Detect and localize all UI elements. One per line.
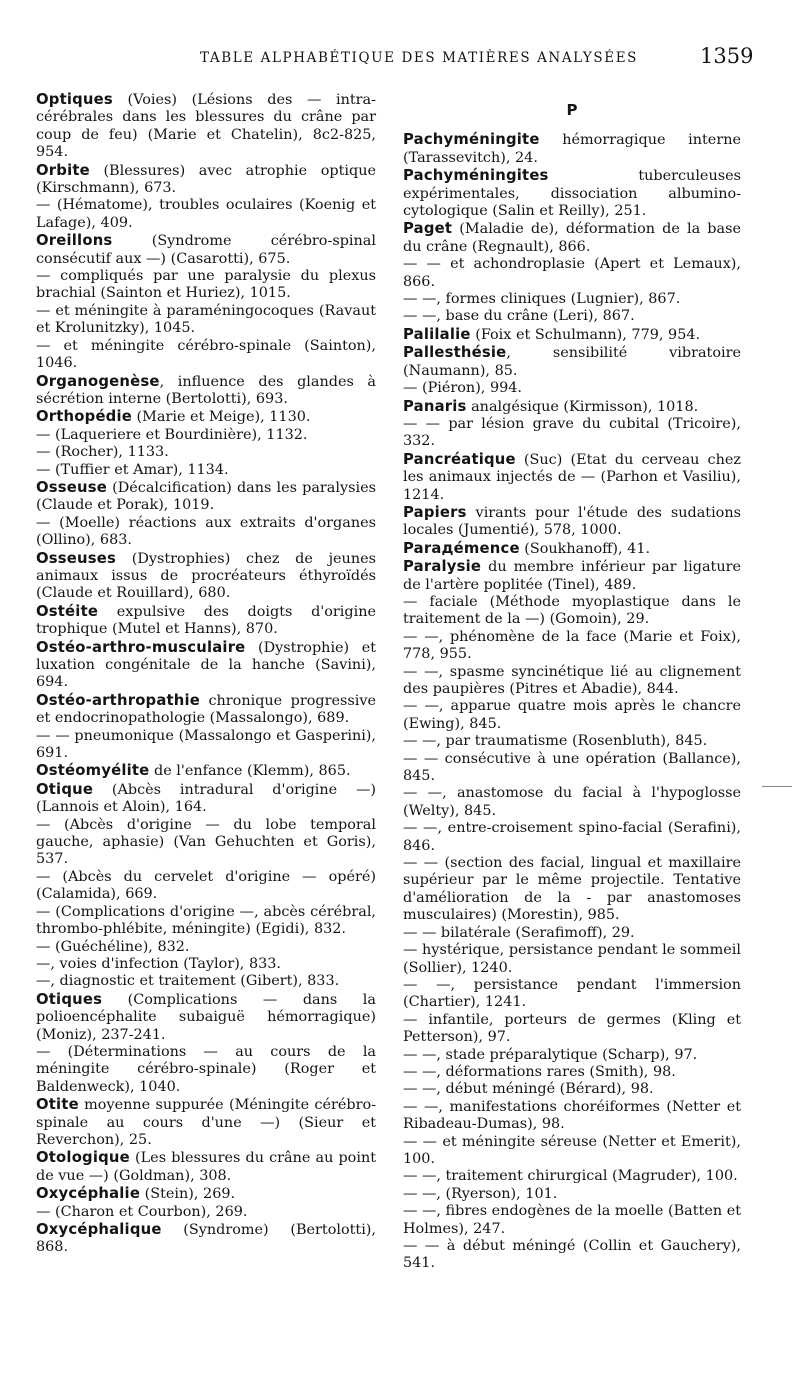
entry-text: — — et méningite séreuse (Netter et Emerit), 100. [403,1133,741,1167]
entry-text: — —, traitement chirurgical (Magruder), 100. [403,1168,738,1185]
section-letter: P [566,101,578,119]
index-entry [36,869,376,904]
entry-text: — —, stade préparalytique (Scharp), 97. [403,1046,698,1063]
margin-mark [762,786,792,787]
entry-headword: Paget [403,220,453,238]
index-entry [36,338,376,373]
index-entry [36,904,376,939]
entry-headword: Pachyméningites [403,167,549,185]
entry-text: — — et achondroplasie (Apert et Lemaux), 866. [403,256,741,290]
entry-text: du membre inférieur par ligature de l'artère poplitée (Tinel), 489. [403,559,741,593]
entry-text: — —, spasme syncinétique lié au clignement des paupières (Pitres et Abadie), 844. [403,663,741,697]
index-entry [403,664,741,699]
entry-text: de l'enfance (Klemm), 865. [149,763,351,780]
index-entry [403,256,741,291]
entry-text: — —, début méningé (Bérard), 98. [403,1081,654,1098]
index-entry [36,462,376,479]
index-entry [403,416,741,451]
entry-text: — (Abcès d'origine — du lobe temporal gauche, aphasie) (Van Gehuchten et Goris), 537. [36,816,376,868]
index-entry [403,594,741,629]
entry-text: — —, persistance pendant l'immersion (Chartier), 1241. [403,976,741,1011]
entry-text: (Suc) (Etat du cerveau chez les animaux injectés de — (Parhon et Vasiliu), 1214. [403,451,741,503]
entry-text: — infantile, porteurs de germes (Kling et Petterson), 97. [403,1011,741,1046]
entry-text: — —, fibres endogènes de la moelle (Batten et Holmes), 247. [403,1203,741,1237]
index-entry [403,167,741,220]
entry-text: (Syndrome cérébro-spinal consécutif aux —) (Casarotti), 675. [36,233,376,267]
entry-headword: Ostéo-arthro-musculaire [36,638,246,656]
index-entry [36,603,376,639]
index-entry [403,733,741,750]
entry-text: (Soukhanoff), 41. [519,540,651,557]
index-entry [36,1044,376,1096]
entry-headword: Papiers [403,503,467,521]
entry-text: — (Tuffier et Amar), 1134. [36,461,229,478]
index-entry [403,540,741,558]
index-entry [403,291,741,308]
running-title: TABLE ALPHABÉTIQUE DES MATIÈRES ANALYSÉES [200,50,639,66]
index-entry [36,268,376,303]
entry-text: (Dystrophies) chez de jeunes animaux issus de procréateurs éthyroïdés (Claude et Rouillard), 680. [36,550,376,602]
index-entry [36,408,376,426]
entry-text: (Blessures) avec atrophie optique (Kirschmann), 673. [36,162,376,197]
entry-headword: Pancréatique [403,450,516,468]
index-entry [403,751,741,786]
entry-headword: Oxycéphalie [36,1185,141,1203]
index-entry [403,1186,741,1203]
entry-text: — —, base du crâne (Leri), 867. [403,308,635,325]
entry-text: — —, apparue quatre mois après le chancre (Ewing), 845. [403,698,741,732]
entry-headword: Oxycéphalique [36,1221,162,1238]
entry-text: — et méningite cérébro-spinale (Sainton), 1046. [36,337,376,372]
index-entry [403,220,741,256]
entry-text: — — bilatérale (Serafimoff), 29. [403,924,635,941]
entry-text: — —, déformations rares (Smith), 98. [403,1063,676,1080]
right-entries [403,131,741,1272]
entry-text: hémorragique interne (Tarassevitch), 24. [403,132,741,166]
index-entry [403,977,741,1012]
index-entry [403,308,741,325]
index-entry [403,942,741,977]
entry-text: — (Rocher), 1133. [36,444,169,461]
index-entry [36,956,376,973]
entry-headword: Organogenèse [36,372,160,390]
index-entry [403,925,741,942]
entry-text: — (Guéchéline), 832. [36,938,190,955]
index-entry [403,1134,741,1169]
index-entry [403,380,741,397]
index-entry [36,1185,376,1203]
entry-headword: Otologique [36,1149,130,1167]
index-entry [403,131,741,167]
entry-headword: Optiques [36,91,113,108]
entry-text: (Voies) (Lésions des — intra-cérébrales dans les blessures du crâne par coup de feu) (Marie et Chatelin), 8c2-825, 954. [36,92,376,161]
entry-text: (Maladie de), déformation de la base du crâne (Regnault), 866. [403,221,741,255]
entry-headword: Osseuse [36,478,108,496]
entry-text: (Stein), 269. [140,1186,236,1203]
index-entry [36,515,376,550]
index-entry [403,629,741,664]
entry-headword: Paralysie [403,558,482,576]
index-entry [36,162,376,198]
index-entry [403,1203,741,1238]
index-entry [36,991,376,1044]
index-entry [36,939,376,956]
index-entry [403,1081,741,1098]
entry-text: — —, entre-croisement spino-facial (Serafini), 846. [403,820,741,854]
index-entry [36,197,376,232]
index-entry [36,692,376,728]
entry-headword: Parадémence [403,539,520,557]
entry-text: expulsive des doigts d'origine trophique (Mutel et Hanns), 870. [36,603,376,638]
entry-text: — (Piéron), 994. [403,380,522,397]
entry-text: (Foix et Schulmann), 779, 954. [470,326,701,343]
index-entry [36,479,376,515]
index-entry [403,344,741,380]
entry-headword: Orbite [36,161,90,179]
index-entry [403,1168,741,1185]
index-entry [36,762,376,780]
entry-text: (Décalcification) dans les paralysies (Claude et Porak), 1019. [36,479,376,514]
page-number: 1359 [700,44,754,68]
entry-headword: Pallesthésie [403,344,507,362]
entry-headword: Ostéomyélite [36,762,150,780]
index-entry [36,1096,376,1149]
entry-text: — — par lésion grave du cubital (Tricoire), 332. [403,415,741,450]
index-column-left [36,91,376,1257]
index-entry [36,781,376,817]
entry-headword: Pachyméningite [403,131,540,149]
index-entry [403,398,741,416]
entry-text: analgésique (Kirmisson), 1018. [466,398,699,415]
index-entry [36,639,376,692]
entry-text: — — pneumonique (Massalongo et Gasperini), 691. [36,727,376,762]
entry-text: — et méningite à paraméningocoques (Ravaut et Krolunitzky), 1045. [36,302,376,337]
entry-headword: Otiques [36,990,103,1008]
index-entry [36,817,376,869]
index-entry [36,1204,376,1221]
index-entry [403,698,741,733]
index-entry [403,785,741,820]
index-entry [36,973,376,990]
index-entry [36,303,376,338]
index-column-right [403,102,741,1273]
entry-text: chronique progressive et endocrinopathologie (Massalongo), 689. [36,692,376,727]
index-entry [403,820,741,855]
index-entry [36,728,376,763]
entry-text: — — à début méningé (Collin et Gauchery), 541. [403,1238,741,1272]
index-entry [36,444,376,461]
entry-text: — (Charon et Courbon), 269. [36,1203,248,1220]
entry-text: — hystérique, persistance pendant le sommeil (Sollier), 1240. [403,942,741,976]
index-entry [403,326,741,344]
entry-headword: Oreillons [36,232,113,250]
entry-text: — —, manifestations choréiformes (Netter et Ribadeau-Dumas), 98. [403,1098,741,1133]
index-entry [403,558,741,594]
entry-headword: Ostéite [36,602,99,620]
index-entry [403,1012,741,1047]
index-entry [403,1099,741,1134]
entry-text: — (Moelle) réactions aux extraits d'organes (Ollino), 683. [36,514,376,549]
entry-text: — (Abcès du cervelet d'origine — opéré) (Calamida), 669. [36,868,376,903]
entry-text: (Marie et Meige), 1130. [131,409,311,426]
entry-text: —, voies d'infection (Taylor), 833. [36,955,281,972]
entry-headword: Ostéo-arthropathie [36,691,201,709]
entry-text: moyenne suppurée (Méningite cérébro-spinale au cours d'une —) (Sieur et Reverchon), 25. [36,1097,376,1148]
entry-headword: Otite [36,1096,79,1114]
index-entry [36,373,376,409]
entry-text: — —, anastomose du facial à l'hypoglosse (Welty), 845. [403,785,741,819]
entry-text: — (Complications d'origine —, abcès cérébral, thrombo-phlébite, méningite) (Egidi), 832. [36,903,376,938]
index-entry [403,855,741,925]
entry-text: virants pour l'étude des sudations locales (Jumentié), 578, 1000. [403,504,741,539]
entry-text: — (Laqueriere et Bourdinière), 1132. [36,426,308,443]
entry-text: — faciale (Méthode myoplastique dans le traitement de la —) (Gomoin), 29. [403,593,741,628]
entry-text: — —, phénomène de la face (Marie et Foix), 778, 955. [403,628,741,663]
entry-text: —, diagnostic et traitement (Gibert), 833. [36,973,340,990]
index-entry [403,451,741,504]
page-header [0,44,800,74]
entry-text: (Les blessures du crâne au point de vue —) (Goldman), 308. [36,1150,376,1184]
entry-headword: Panaris [403,397,467,415]
index-entry [403,1064,741,1081]
entry-headword: Palilalie [403,325,471,343]
entry-text: (Complications — dans la polioencéphalite subaiguë hémorragique) (Moniz), 237-241. [36,991,376,1043]
entry-headword: Osseuses [36,549,117,567]
index-entry [36,232,376,268]
entry-text: — —, (Ryerson), 101. [403,1185,558,1202]
entry-headword: Otique [36,780,94,798]
entry-text: (Dystrophie) et luxation congénitale de la hanche (Savini), 694. [36,639,376,691]
entry-text: — compliqués par une paralysie du plexus brachial (Sainton et Huriez), 1015. [36,268,376,302]
index-entry [36,427,376,444]
entry-text: (Abcès intradural d'origine —) (Lannois et Aloin), 164. [36,781,376,816]
entry-text: , influence des glandes à sécrétion interne (Bertolotti), 693. [36,373,376,407]
index-entry [36,550,376,603]
index-entry [36,1149,376,1185]
entry-text: — —, formes cliniques (Lugnier), 867. [403,291,681,308]
entry-headword: Orthopédie [36,408,132,426]
index-entry [403,1238,741,1273]
entry-text: — —, par traumatisme (Rosenbluth), 845. [403,733,708,750]
index-entry [403,1047,741,1064]
entry-text: — — consécutive à une opération (Ballance), 845. [403,750,741,785]
entry-text: tuberculeuses expérimentales, dissociation albumino-cytologique (Salin et Reilly), 251. [403,168,741,220]
index-entry [36,91,376,162]
entry-text: (Syndrome) (Bertolotti), 868. [36,1222,376,1256]
index-entry [36,1221,376,1257]
entry-text: — (Déterminations — au cours de la méningite cérébro-spinale) (Roger et Baldenweck), 1040. [36,1043,376,1095]
index-entry [403,504,741,540]
entry-text: — (Hématome), troubles oculaires (Koenig et Lafage), 409. [36,197,376,231]
entry-text: , sensibilité vibratoire (Naumann), 85. [403,345,741,379]
entry-text: — — (section des facial, lingual et maxillaire supérieur par le même projectile. Tentative d'amélioration de la - par anastomoses musculaires) (Morestin), 985. [403,855,741,924]
